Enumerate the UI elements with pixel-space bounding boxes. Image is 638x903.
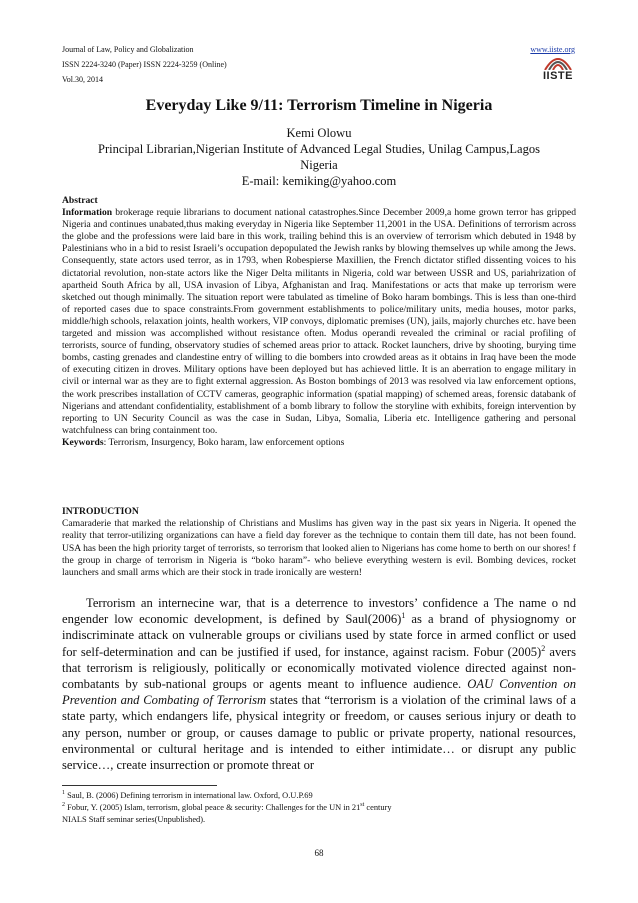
author-affiliation: Principal Librarian,Nigerian Institute of Advanced Legal Studies, Unilag Campus,Lagos <box>98 142 540 156</box>
body-paragraph <box>62 595 576 773</box>
body-text-part: Terrorism an internecine war, that is a deterrence to investors’ confidence a The name o nd engender low economic development, is defined by Saul(2006) <box>62 596 576 627</box>
footnote-ref-2[interactable]: 2 <box>541 643 546 653</box>
footnotes <box>62 790 576 827</box>
issn-line: ISSN 2224-3240 (Paper) ISSN 2224-3259 (Online) <box>62 60 227 69</box>
footnote-2 <box>62 802 576 814</box>
body-text-part: as a brand of physiognomy or indiscriminate attack on vulnerable groups or civilians used by state force in armed conflict or used for self-determination and can be justified if used, for instance, against racism. Fobur (2005) <box>62 612 577 659</box>
footnote-text: century <box>364 803 392 813</box>
logo-arches-icon <box>543 52 573 70</box>
keywords-label: Keywords <box>62 436 104 448</box>
footnote-text: Fobur, Y. (2005) Islam, terrorism, global peace & security: Challenges for the UN in 21 <box>65 803 361 813</box>
keywords-line <box>62 437 576 449</box>
page-number: 68 <box>314 848 324 858</box>
abstract-heading: Abstract <box>62 195 98 206</box>
footnote-text: Saul, B. (2006) Defining terrorism in international law. Oxford, O.U.P.69 <box>65 791 313 800</box>
journal-name: Journal of Law, Policy and Globalization <box>62 45 194 54</box>
abstract-text <box>62 207 576 437</box>
abstract-body: brokerage requie librarians to document national catastrophes.Since December 2009,a home grown terror has gripped Nigeria and continues unabated,thus making everyday in Nigeria like September 11,2001 in the USA. Definitions of terrorism across the globe and the professions were laid bare in this work, trailing behind this is an overview of terrorism which debuted in 1948 by Palestinians who in a bid to resist Israeli’s occupation depopulated the Jewish ranks by blowing themselves up while among the Jews. Consequently, state actors used terror, as in 1793, when Robespiersе Maxillien, the French dictator stifled dissenting voices to his dictatorial revolution, non-state actors like the Niger Delta militants in Nigeria, cold war between USSR and US, pariahrization of apartheid South Africa by all, USA invasion of Libya, Afghanistan and Iraq. Manifestations or acts that make up terrorism were sketched out though minimally. The situation report were tabulated as timeline of Boko haram bombings. This is less than one-third of reported cases due to space constraints.From government establishments to police/military units, media houses, motor parks, middle/high schools, relaxation joints, health workers, VIP convoys, diplomatic premises (UN), jails, majorly churches etc. have been targeted and mission was accomplished without resistance often. Modus operandi revealed the criminal or racial profiling of terrorists, source of funding, observatory studies of schemed areas prior to attack. Rocket launchers, drive by shooting, burying time bombs, casting grenades and clandestine entry of willing to die bombers into crowded areas as it obtains in Iraq have been the mode of executing citizen in droves. Military options have been deployed but has achieved little. It is an aberration to engage military in civil or internal war as they are to fight external aggression. As Boston bombings of 2013 was resolved via law enforcement options, the work prescribes installation of CCTV cameras, geographic information (spatial mapping) of schemed areas, forensic databank of Nigerians and attendant confidentiality, establishment of a bomb library to follow the storyline with exhibits, foreign intervention by reporting to UN Security Council as was the case in Sudan, Libya, Somalia, Liberia etc. Intelligence gathering and personal watchfulness can bring containment too. <box>62 207 576 436</box>
author-name: Kemi Olowu <box>286 126 352 140</box>
logo-text: IISTE <box>542 70 573 82</box>
footnote-ref-1[interactable]: 1 <box>401 611 406 621</box>
body-text-part: states that “terrorism is a violation of the criminal laws of a state party, which endangers life, physical integrity or freedom, or causes serious injury or death to any person, number or group, or causes damage to public or private property, national resources, environmental or cultural heritage and is intended to either intimidate… or disrupt any public service…, create insurrection or promote threat or <box>62 693 576 773</box>
paper-title: Everyday Like 9/11: Terrorism Timeline in Nigeria <box>145 97 493 114</box>
journal-url-link[interactable]: www.iiste.org <box>530 45 575 54</box>
footnote-mark: 1 <box>62 790 65 797</box>
author-block <box>62 125 576 189</box>
footnote-1 <box>62 790 576 802</box>
introduction-text: Camaraderie that marked the relationship of Christians and Muslims has given way in the past six years in Nigeria. It opened the reality that terror-utilizing organizations can have a field day forever as the technique to contain them till date, has not been found. USA has been the high priority target of terrorists, so terrorism that looked alien to Nigerians has come home to berth on our shores! f the group in charge of terrorism in Nigeria is “boko haram”- who believe everything western is evil. Bombing devices, rocket launchers and small arms which are their stock in trade ironically are western! <box>62 518 576 579</box>
ordinal-suffix: st <box>360 802 365 809</box>
introduction-heading: INTRODUCTION <box>62 506 139 517</box>
author-email: E-mail: kemiking@yahoo.com <box>241 174 397 188</box>
keywords-list: : Terrorism, Insurgency, Boko haram, law enforcement options <box>103 436 345 448</box>
introduction-section <box>62 506 576 579</box>
abstract-lead-word: Information <box>62 207 113 219</box>
convention-title: OAU Convention on Prevention and Combating of Terrorism <box>62 677 576 708</box>
footnote-2-cont: NIALS Staff seminar series(Unpublished). <box>62 815 206 825</box>
footnote-divider <box>62 785 217 786</box>
iiste-logo <box>541 40 575 82</box>
author-country: Nigeria <box>300 158 338 172</box>
footnote-mark: 2 <box>62 802 65 809</box>
journal-header <box>62 45 575 85</box>
abstract-section <box>62 195 576 449</box>
body-text-part: avers that terrorism is religiously, politically or economically motivated violence directed against non-combatants by sub-national groups or agents meant to influence audience. <box>62 644 576 692</box>
volume-line: Vol.30, 2014 <box>62 75 103 84</box>
